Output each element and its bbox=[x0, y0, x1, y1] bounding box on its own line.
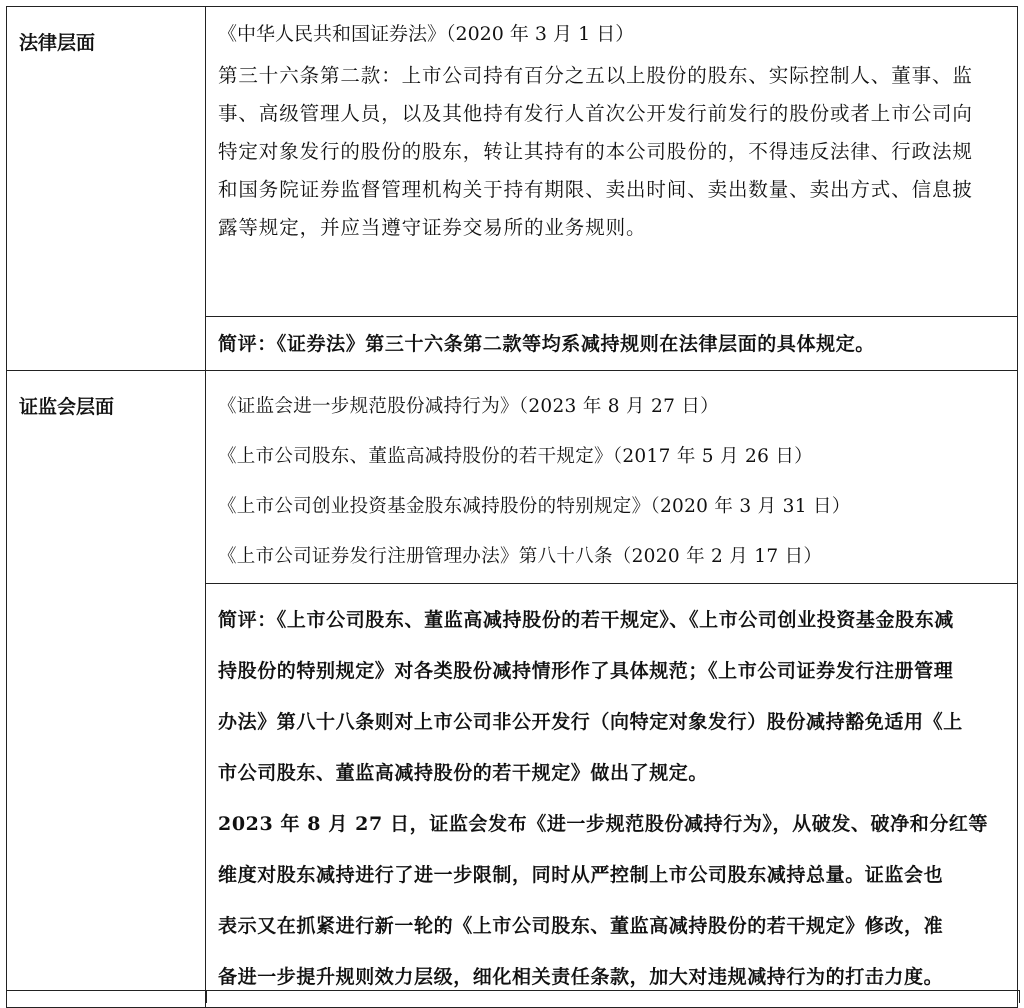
next-row-edge bbox=[6, 990, 1020, 1003]
law-comment-cell bbox=[206, 317, 1018, 371]
law-article-line: 第三十六条第二款：上市公司持有百分之五以上股份的股东、实际控制人、董事、监 bbox=[218, 64, 973, 87]
csrc-source-item: 《上市公司创业投资基金股东减持股份的特别规定》（2020 年 3 月 31 日） bbox=[218, 496, 851, 517]
law-source: 《中华人民共和国证券法》（2020 年 3 月 1 日） bbox=[218, 23, 635, 45]
csrc-row bbox=[7, 371, 1018, 584]
law-article-line: 事、高级管理人员，以及其他持有发行人首次公开发行前发行的股份或者上市公司向 bbox=[218, 102, 973, 125]
law-level-label: 法律层面 bbox=[7, 7, 206, 371]
csrc-source-item: 《上市公司证券发行注册管理办法》第八十八条（2020 年 2 月 17 日） bbox=[218, 546, 823, 567]
csrc-comment-line: 备进一步提升规则效力层级，细化相关责任条款，加大对违规减持行为的打击力度。 bbox=[218, 966, 944, 988]
csrc-comment-line: 办法》第八十八条则对上市公司非公开发行（向特定对象发行）股份减持豁免适用《上 bbox=[218, 711, 963, 733]
csrc-level-label: 证监会层面 bbox=[7, 371, 206, 1008]
csrc-comment-line: 持股份的特别规定》对各类股份减持情形作了具体规范；《上市公司证券发行注册管理 bbox=[218, 660, 954, 682]
csrc-comment-line: 市公司股东、董监高减持股份的若干规定》做出了规定。 bbox=[218, 762, 709, 784]
next-row-divider bbox=[206, 991, 207, 1003]
law-comment: 简评：《证券法》第三十六条第二款等均系减持规则在法律层面的具体规定。 bbox=[218, 333, 875, 355]
law-row bbox=[7, 7, 1018, 317]
csrc-comment-line: 简评：《上市公司股东、董监高减持股份的若干规定》、《上市公司创业投资基金股东减 bbox=[218, 609, 954, 631]
law-content-cell bbox=[206, 7, 1018, 317]
csrc-source-item: 《证监会进一步规范股份减持行为》（2023 年 8 月 27 日） bbox=[218, 396, 719, 417]
csrc-source-item: 《上市公司股东、董监高减持股份的若干规定》（2017 年 5 月 26 日） bbox=[218, 446, 813, 467]
csrc-comment-cell bbox=[206, 584, 1018, 1008]
csrc-comment-line: 2023 年 8 月 27 日，证监会发布《进一步规范股份减持行为》，从破发、破净和分红等 bbox=[218, 813, 989, 835]
csrc-comment-line: 表示又在抓紧进行新一轮的《上市公司股东、董监高减持股份的若干规定》修改，准 bbox=[218, 915, 944, 937]
law-article-line: 露等规定，并应当遵守证券交易所的业务规则。 bbox=[218, 216, 647, 239]
law-article-line: 特定对象发行的股份的股东，转让其持有的本公司股份的，不得违反法律、行政法规 bbox=[218, 140, 973, 163]
csrc-comment-line: 维度对股东减持进行了进一步限制，同时从严控制上市公司股东减持总量。证监会也 bbox=[218, 864, 944, 886]
regulation-table bbox=[6, 6, 1018, 1008]
law-article-text bbox=[218, 57, 1007, 255]
csrc-sources-cell bbox=[206, 371, 1018, 584]
law-article-line: 和国务院证券监督管理机构关于持有期限、卖出时间、卖出数量、卖出方式、信息披 bbox=[218, 178, 973, 201]
